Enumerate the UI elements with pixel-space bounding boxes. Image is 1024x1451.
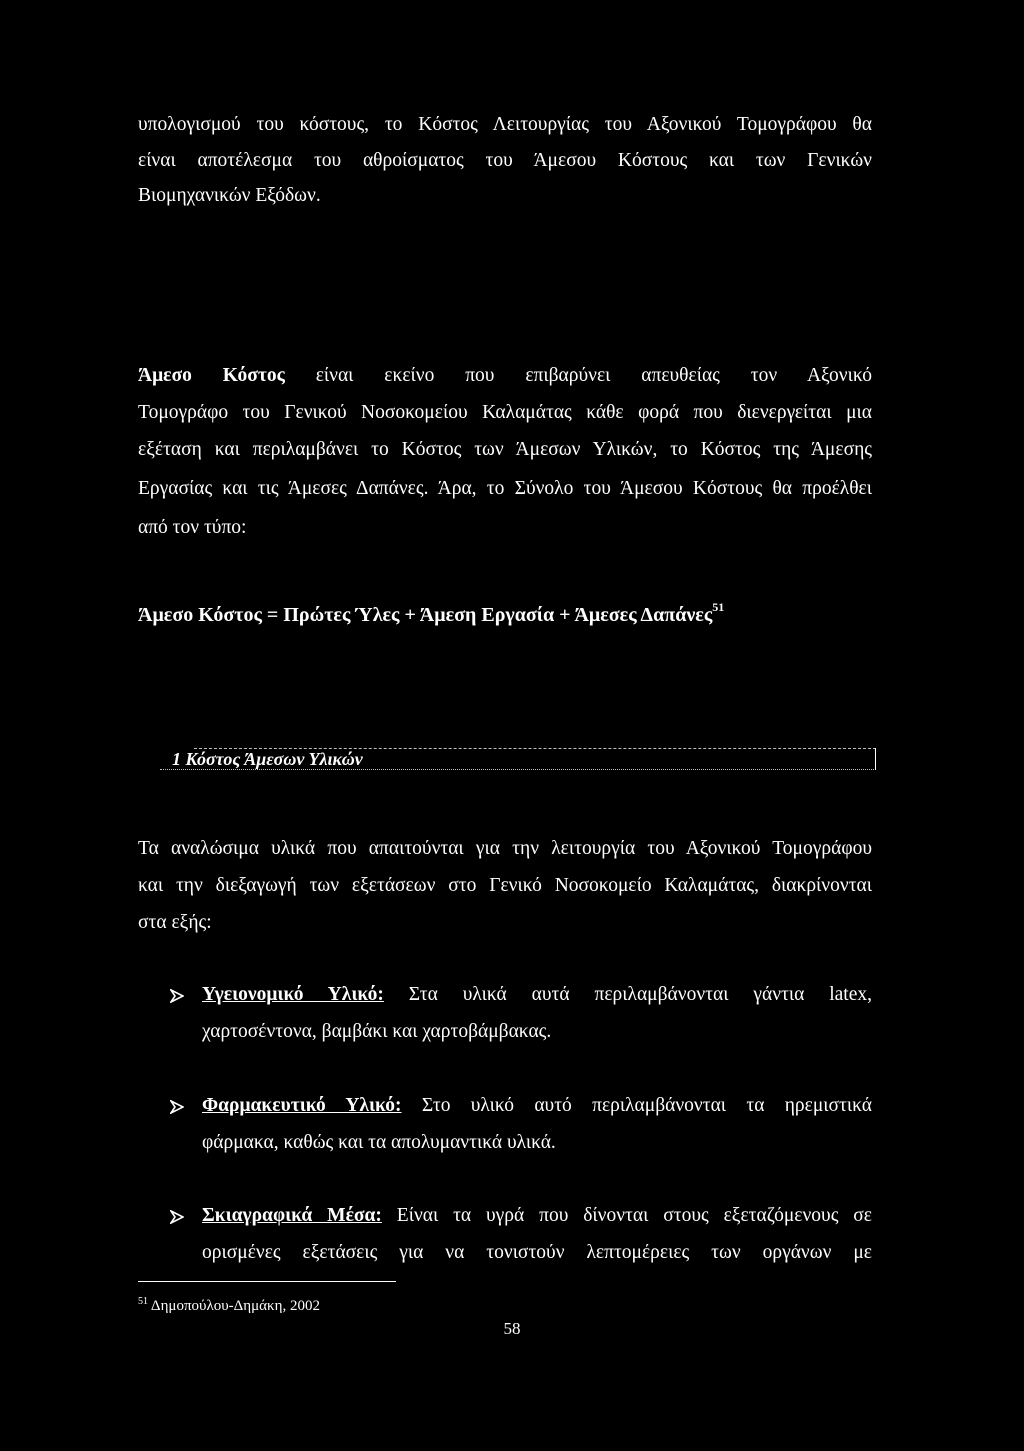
definition-line-2: Τομογράφο του Γενικού Νοσοκομείου Καλαμάτας κάθε φορά που διενεργείται μια [138,402,872,423]
definition-line-5: από τον τύπο: [138,517,247,538]
intro-line-1: υπολογισμού του κόστους, το Κόστος Λειτουργίας του Αξονικού Τομογράφου θα [138,114,872,135]
section-title: 1 Κόστος Άμεσων Υλικών [172,749,363,769]
consumables-line-2: και την διεξαγωγή των εξετάσεων στο Γενικό Νοσοκομείο Καλαμάτας, διακρίνονται [138,875,872,896]
section-header [160,748,876,770]
consumables-line-1: Τα αναλώσιμα υλικά που απαιτούνται για την λειτουργία του Αξονικού Τομογράφου [138,838,872,859]
footnote-number: 51 [138,1296,148,1307]
arrowhead-bullet-icon [170,1100,184,1114]
page-number: 58 [503,1319,521,1338]
item-2-line-2: φάρμακα, καθώς και τα απολυμαντικά υλικά. [202,1132,556,1153]
arrowhead-bullet-icon [170,1210,184,1224]
item-1-term: Υγειονομικό Υλικό: [202,984,384,1005]
item-1-line-2: χαρτοσέντονα, βαμβάκι και χαρτοβάμβακας. [202,1021,552,1042]
intro-line-2: είναι αποτέλεσμα του αθροίσματος του Άμεσου Κόστους και των Γενικών [138,150,872,171]
item-3-line-1 [202,1204,872,1228]
footnote-separator [138,1281,396,1282]
intro-line-3: Βιομηχανικών Εξόδων. [138,185,321,206]
item-3-term: Σκιαγραφικά Μέσα: [202,1205,382,1226]
formula-footnote-ref: 51 [712,600,725,615]
section-rule-bottom [160,769,876,770]
item-2-line-1-rest: Στο υλικό αυτό περιλαμβάνονται τα ηρεμιστικά [401,1095,872,1116]
definition-line-4: Εργασίας και τις Άμεσες Δαπάνες. Άρα, το Σύνολο του Άμεσου Κόστους θα προέλθει [138,478,872,499]
direct-cost-formula [138,602,724,628]
formula-text: Άμεσο Κόστος = Πρώτες Ύλες + Άμεση Εργασία + Άμεσες Δαπάνες [138,604,713,626]
bullet-1 [170,983,184,1007]
footnote [138,1296,320,1316]
bullet-2 [170,1094,184,1118]
item-3-line-1-rest: Είναι τα υγρά που δίνονται στους εξεταζόμενους σε [381,1205,872,1226]
item-1-line-1 [202,983,872,1007]
consumables-line-3: στα εξής: [138,912,212,933]
item-2-term: Φαρμακευτικό Υλικό: [202,1095,402,1116]
bullet-3 [170,1204,184,1228]
item-3-line-2: ορισμένες εξετάσεις για να τονιστούν λεπτομέρειες των οργάνων με [202,1242,872,1263]
definition-line-1 [138,364,872,388]
definition-line-3: εξέταση και περιλαμβάνει το Κόστος των Άμεσων Υλικών, το Κόστος της Άμεσης [138,439,872,460]
footnote-text: Δημοπούλου-Δημάκη, 2002 [148,1298,320,1314]
definition-term: Άμεσο Κόστος [138,365,285,386]
definition-line-1-rest: είναι εκείνο που επιβαρύνει απευθείας τον Αξονικό [284,365,872,386]
arrowhead-bullet-icon [170,989,184,1003]
section-rule-right [875,748,876,770]
item-2-line-1 [202,1094,872,1118]
item-1-line-1-rest: Στα υλικά αυτά περιλαμβάνονται γάντια latex, [383,984,872,1005]
